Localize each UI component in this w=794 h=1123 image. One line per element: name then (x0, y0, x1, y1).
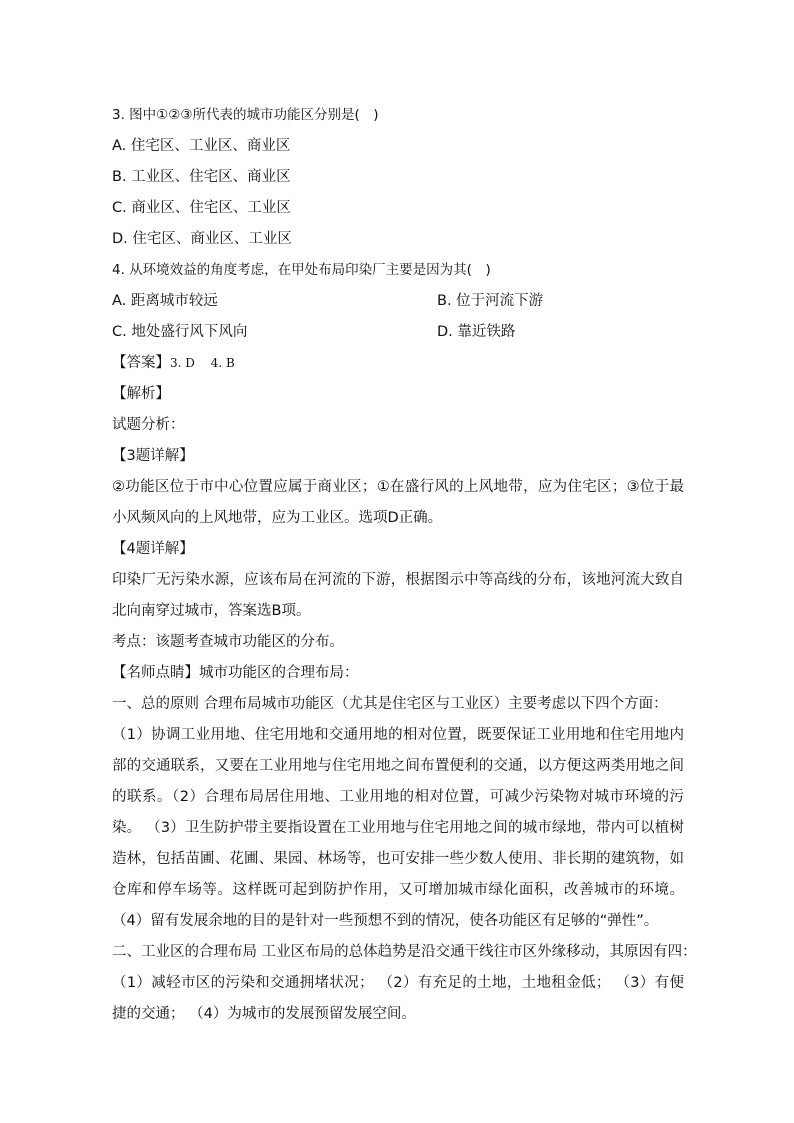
tips-section-2-text: （1）减轻市区的污染和交通拥堵状况； （2）有充足的土地，土地租金低； （3）有便捷的交通； （4）为城市的发展预留发展空间。 (112, 975, 684, 1022)
question-4-option-d: D. 靠近铁路 (437, 324, 516, 340)
tips-section-1-heading: 一、总的原则 合理布局城市功能区（尤其是住宅区与工业区）主要考虑以下四个方面： (112, 696, 668, 712)
q4-detail-heading: 【4题详解】 (112, 541, 194, 557)
tips-section-1-text: （1）协调工业用地、住宅用地和交通用地的相对位置，既要保证工业用地和住宅用地内部的交通联系，又要在工业用地与住宅用地之间布置便利的交通，以方便这两类用地之间的联系。（2）合理布局居住用地、工业用地的相对位置，可减少污染物对城市环境的污染。 （3）卫生防护带主要指设置在工业用地与住宅用地之间的城市绿地，带内可以植树造林，包括苗圃、花圃、果园、林场等，也可安排一些少数人使用、非长期的建筑物，如仓库和停车场等。这样既可起到防护作用，又可增加城市绿化面积，改善城市的环境。（4）留有发展余地的目的是针对一些预想不到的情况，使各功能区有足够的“弹性”。 (112, 727, 684, 929)
question-3-option-c: C. 商业区、住宅区、工业区 (112, 200, 291, 216)
question-4-stem: 4. 从环境效益的角度考虑，在甲处布局印染厂主要是因为其( ) (112, 262, 491, 278)
question-3-option-a: A. 住宅区、工业区、商业区 (112, 138, 291, 154)
question-4-option-b: B. 位于河流下游 (437, 293, 544, 309)
answer-label: 【答案】 (112, 355, 170, 371)
document-page (112, 100, 697, 1030)
answer-value: 3. D 4. B (170, 356, 235, 370)
kaodian-text: 考点：该题考查城市功能区的分布。 (112, 634, 344, 650)
q3-detail-heading: 【3题详解】 (112, 448, 194, 464)
question-3-stem: 3. 图中①②③所代表的城市功能区分别是( ) (112, 107, 379, 123)
question-4-option-a: A. 距离城市较远 (112, 293, 218, 309)
q3-detail-text: ②功能区位于市中心位置应属于商业区；①在盛行风的上风地带，应为住宅区；③位于最小风频风向的上风地带，应为工业区。选项D正确。 (112, 479, 684, 526)
question-4-options-row-1 (112, 286, 684, 317)
question-4-options-row-2 (112, 317, 684, 348)
analysis-intro: 试题分析： (112, 417, 185, 433)
answer-line (112, 348, 684, 379)
tips-title: 城市功能区的合理布局： (199, 665, 359, 681)
tips-section-2-heading: 二、工业区的合理布局 工业区布局的总体趋势是沿交通干线往市区外缘移动，其原因有四： (112, 944, 697, 960)
question-4-option-c: C. 地处盛行风下风向 (112, 324, 248, 340)
tips-line (112, 658, 684, 689)
tips-label: 【名师点睛】 (112, 665, 199, 681)
analysis-heading: 【解析】 (112, 386, 170, 402)
question-3-option-b: B. 工业区、住宅区、商业区 (112, 169, 291, 185)
question-3-option-d: D. 住宅区、商业区、工业区 (112, 231, 292, 247)
q4-detail-text: 印染厂无污染水源，应该布局在河流的下游，根据图示中等高线的分布，该地河流大致自北向南穿过城市，答案选B项。 (112, 572, 684, 619)
